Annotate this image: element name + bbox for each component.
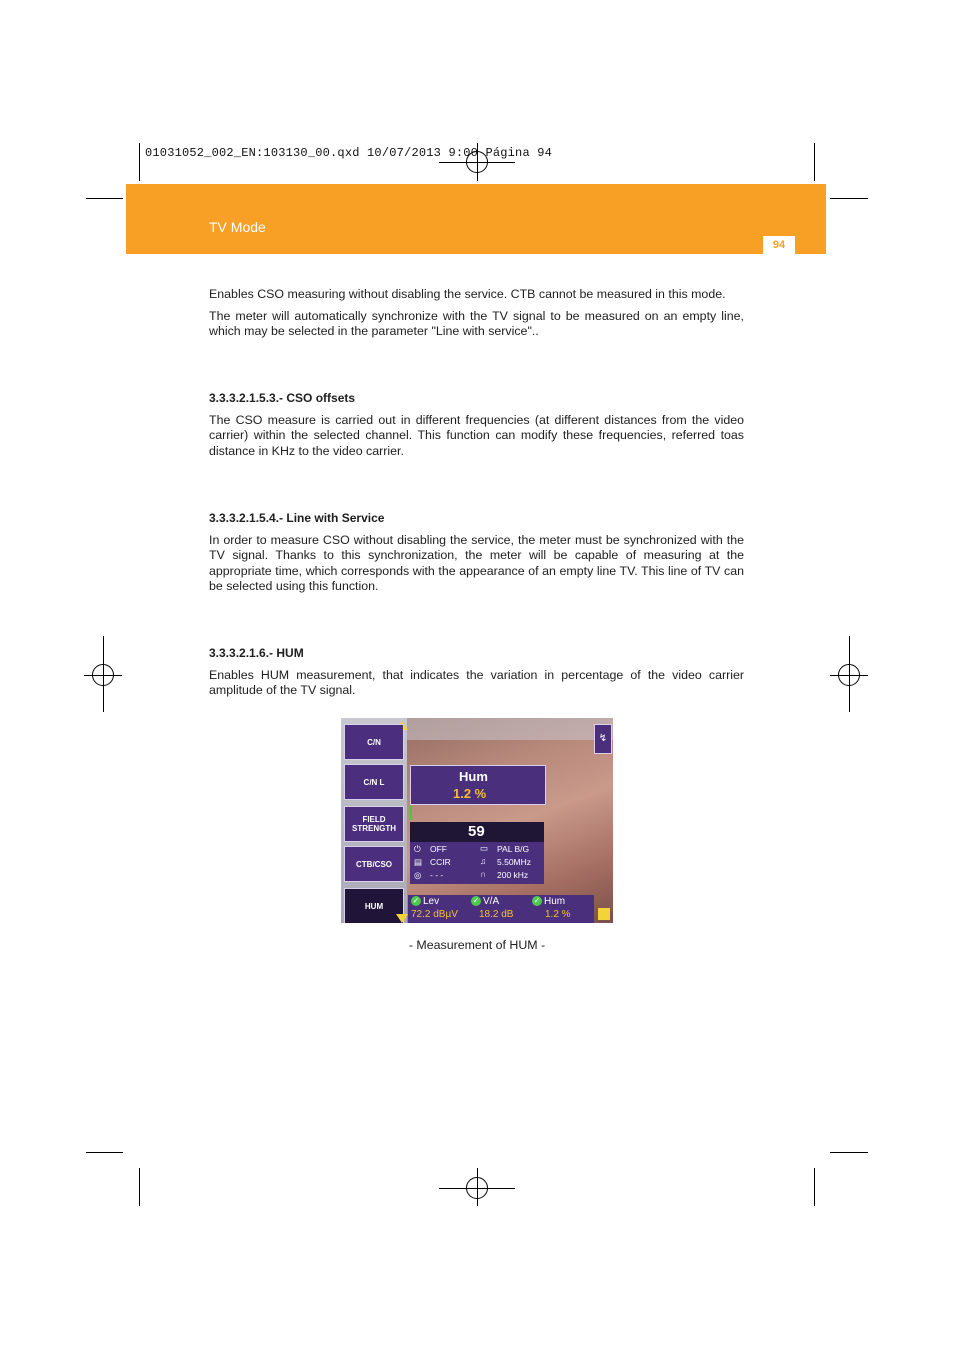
paragraph: The meter will automatically synchronize with the TV signal to be measured on an empty line, which may be selected in the parameter "Line with service".. — [209, 309, 744, 339]
filter-icon: ∩ — [480, 869, 487, 879]
crop-mark — [830, 198, 868, 199]
tv-standard: PAL B/G — [497, 844, 530, 854]
page-number: 94 — [763, 236, 795, 254]
hum-status-label: Hum — [544, 896, 566, 907]
arrow-down-icon — [396, 914, 408, 923]
paragraph: The CSO measure is carried out in different frequencies (at different distances from the video carrier) within the selected channel. This function can modify these frequencies, referred toas distance in KHz to the video carrier. — [209, 413, 744, 458]
softkey-cn[interactable]: C/N — [344, 724, 404, 760]
channel-number: 59 — [468, 823, 485, 840]
attenuator-icon: ◎ — [414, 870, 422, 880]
check-icon: ✓ — [412, 896, 420, 906]
info-panel — [410, 842, 544, 884]
channel-display — [410, 822, 544, 842]
level-bar — [410, 806, 412, 820]
va-value: 18.2 dB — [479, 909, 514, 920]
status-bar — [408, 895, 594, 923]
hum-value: 1.2 % — [453, 786, 487, 801]
hum-title: Hum — [459, 769, 488, 784]
power-icon: ⏻ — [414, 844, 421, 854]
check-icon: ✓ — [472, 896, 480, 906]
channel-plan: CCIR — [430, 857, 451, 867]
registration-mark — [466, 1177, 488, 1199]
va-status — [471, 896, 499, 907]
crop-mark — [814, 1168, 815, 1206]
registration-mark — [838, 664, 860, 686]
section-title: TV Mode — [209, 219, 266, 235]
power-status: OFF — [430, 844, 447, 854]
tv-icon: ▭ — [480, 843, 489, 853]
attenuation: - - - — [430, 870, 444, 880]
figure-caption: - Measurement of HUM - — [408, 938, 546, 952]
paragraph: Enables HUM measurement, that indicates the variation in percentage of the video carrier amplitude of the TV signal. — [209, 668, 744, 698]
crop-mark — [86, 1152, 123, 1153]
bandwidth: 200 kHz — [497, 870, 529, 880]
crop-mark — [139, 1168, 140, 1206]
lev-value: 72.2 dBµV — [411, 909, 458, 920]
lev-status — [411, 896, 439, 907]
hum-measurement-screenshot — [341, 718, 613, 923]
softkey-cn-l[interactable]: C/N L — [344, 764, 404, 800]
hum-status — [532, 896, 565, 907]
section-heading: 3.3.3.2.1.5.3.- CSO offsets — [209, 391, 356, 405]
top-bar — [405, 718, 613, 740]
check-icon: ✓ — [533, 896, 541, 906]
paragraph: Enables CSO measuring without disabling the service. CTB cannot be measured in this mode. — [209, 287, 726, 301]
registration-mark — [92, 664, 114, 686]
softkey-ctb-cso[interactable]: CTB/CSO — [344, 846, 404, 882]
battery-icon — [598, 908, 610, 920]
crop-mark — [830, 1152, 868, 1153]
hum-panel — [410, 765, 546, 805]
file-slug: 01031052_002_EN:103130_00.qxd 10/07/2013 9:00 Página 94 — [145, 146, 553, 160]
channel-plan-icon: ▤ — [414, 857, 423, 867]
section-heading: 3.3.3.2.1.6.- HUM — [209, 646, 304, 660]
paragraph: In order to measure CSO without disabling the service, the meter must be synchronized with the TV signal. Thanks to this synchronization, the meter will be capable of measuring at the appropriate time, which corresponds with the appearance of an empty line TV. This line of TV can be selected using this function. — [209, 533, 744, 594]
lev-label: Lev — [423, 896, 440, 907]
va-label: V/A — [483, 896, 500, 907]
antenna-icon: ↯ — [594, 724, 612, 754]
section-heading: 3.3.3.2.1.5.4.- Line with Service — [209, 511, 385, 525]
crop-mark — [139, 143, 140, 181]
sound-carrier: 5.50MHz — [497, 857, 532, 867]
softkey-field-strength[interactable]: FIELD STRENGTH — [344, 806, 404, 842]
music-note-icon: ♫ — [480, 856, 487, 866]
crop-mark — [814, 143, 815, 181]
crop-mark — [86, 198, 123, 199]
hum-status-value: 1.2 % — [545, 909, 571, 920]
softkey-hum[interactable]: HUM — [344, 888, 404, 923]
